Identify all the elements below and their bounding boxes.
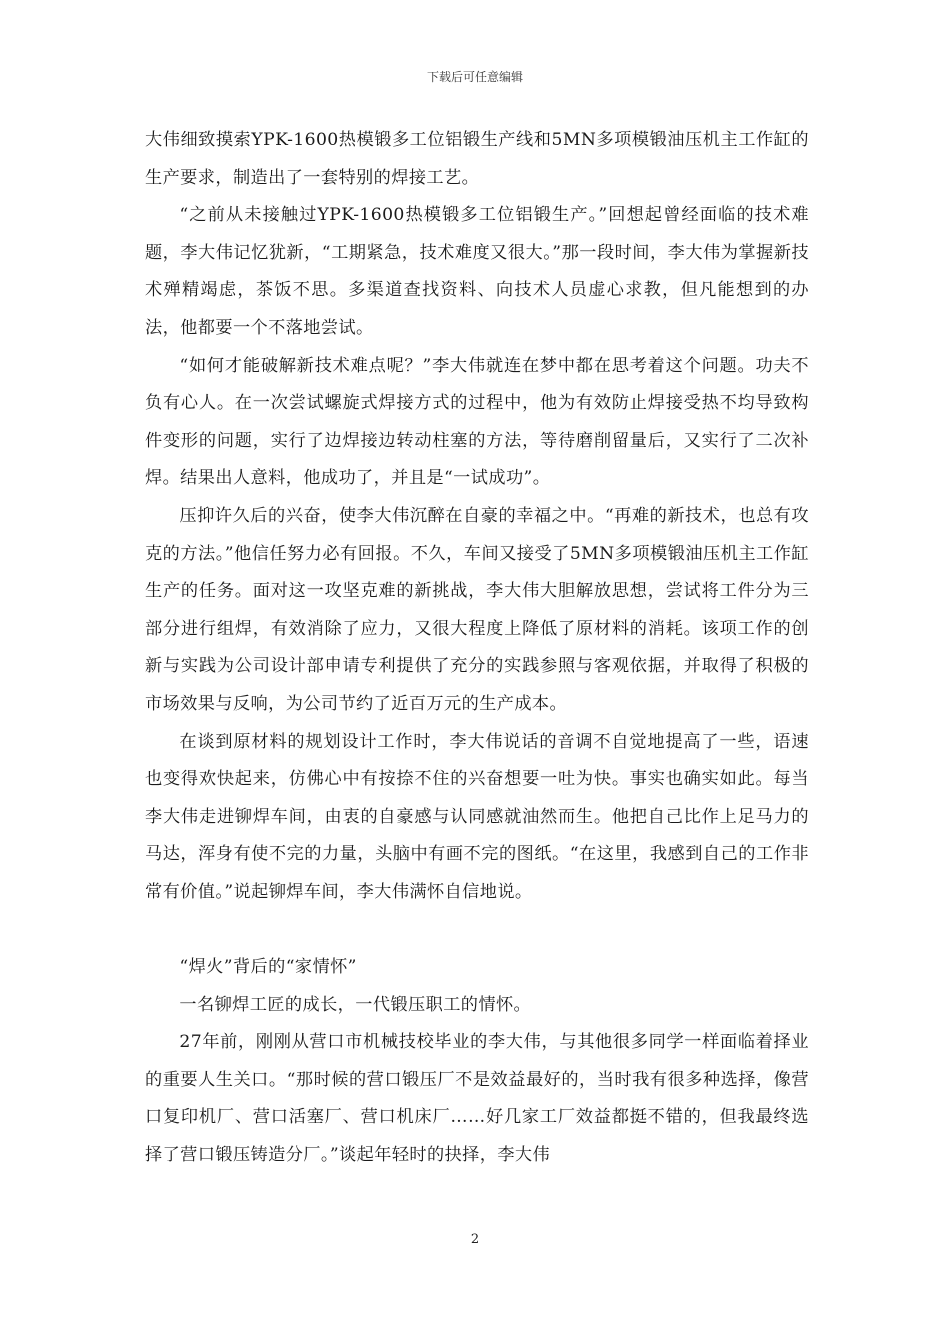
section-spacer bbox=[145, 911, 809, 949]
section-subtitle: 一名铆焊工匠的成长，一代锻压职工的情怀。 bbox=[179, 994, 532, 1015]
page-number: 2 bbox=[470, 1232, 480, 1247]
paragraph-5: 在谈到原材料的规划设计工作时，李大伟说话的音调不自觉地提高了一些，语速也变得欢快起来，仿佛心中有按捺不住的兴奋想要一吐为快。事实也确实如此。每当李大伟走进铆焊车间，由衷的自豪感与认同感就油然而生。他把自己比作上足马力的马达，浑身有使不完的力量，头脑中有画不完的图纸。“在这里，我感到自己的工作非常有价值。”说起铆焊车间，李大伟满怀自信地说。 bbox=[145, 731, 809, 902]
paragraph-6: 27年前，刚刚从营口市机械技校毕业的李大伟，与其他很多同学一样面临着择业的重要人生关口。“那时候的营口锻压厂不是效益最好的，当时我有很多种选择，像营口复印机厂、营口活塞厂、营口机床厂……好几家工厂效益都挺不错的，但我最终选择了营口锻压铸造分厂。”谈起年轻时的抉择，李大伟 bbox=[145, 1032, 809, 1166]
article-body bbox=[145, 122, 809, 1175]
page-header: 下载后可任意编辑 bbox=[426, 70, 523, 84]
section-heading: “焊火”背后的“家情怀” bbox=[179, 957, 357, 978]
paragraph-4: 压抑许久后的兴奋，使李大伟沉醉在自豪的幸福之中。“再难的新技术，也总有攻克的方法。”他信任努力必有回报。不久，车间又接受了5MN多项模锻油压机主工作缸生产的任务。面对这一攻坚克难的新挑战，李大伟大胆解放思想，尝试将工件分为三部分进行组焊，有效消除了应力，又很大程度上降低了原材料的消耗。该项工作的创新与实践为公司设计部申请专利提供了充分的实践参照与客观依据，并取得了积极的市场效果与反响，为公司节约了近百万元的生产成本。 bbox=[145, 505, 809, 714]
paragraph-3: “如何才能破解新技术难点呢？”李大伟就连在梦中都在思考着这个问题。功夫不负有心人。在一次尝试螺旋式焊接方式的过程中，他为有效防止焊接受热不均导致构件变形的问题，实行了边焊接边转动柱塞的方法，等待磨削留量后，又实行了二次补焊。结果出人意料，他成功了，并且是“一试成功”。 bbox=[145, 355, 809, 489]
paragraph-1: 大伟细致摸索YPK-1600热模锻多工位铝锻生产线和5MN多项模锻油压机主工作缸的生产要求，制造出了一套特别的焊接工艺。 bbox=[145, 130, 809, 188]
paragraph-2: “之前从未接触过YPK-1600热模锻多工位铝锻生产。”回想起曾经面临的技术难题，李大伟记忆犹新，“工期紧急，技术难度又很大。”那一段时间，李大伟为掌握新技术殚精竭虑，茶饭不思。多渠道查找资料、向技术人员虚心求教，但凡能想到的办法，他都要一个不落地尝试。 bbox=[145, 205, 809, 338]
